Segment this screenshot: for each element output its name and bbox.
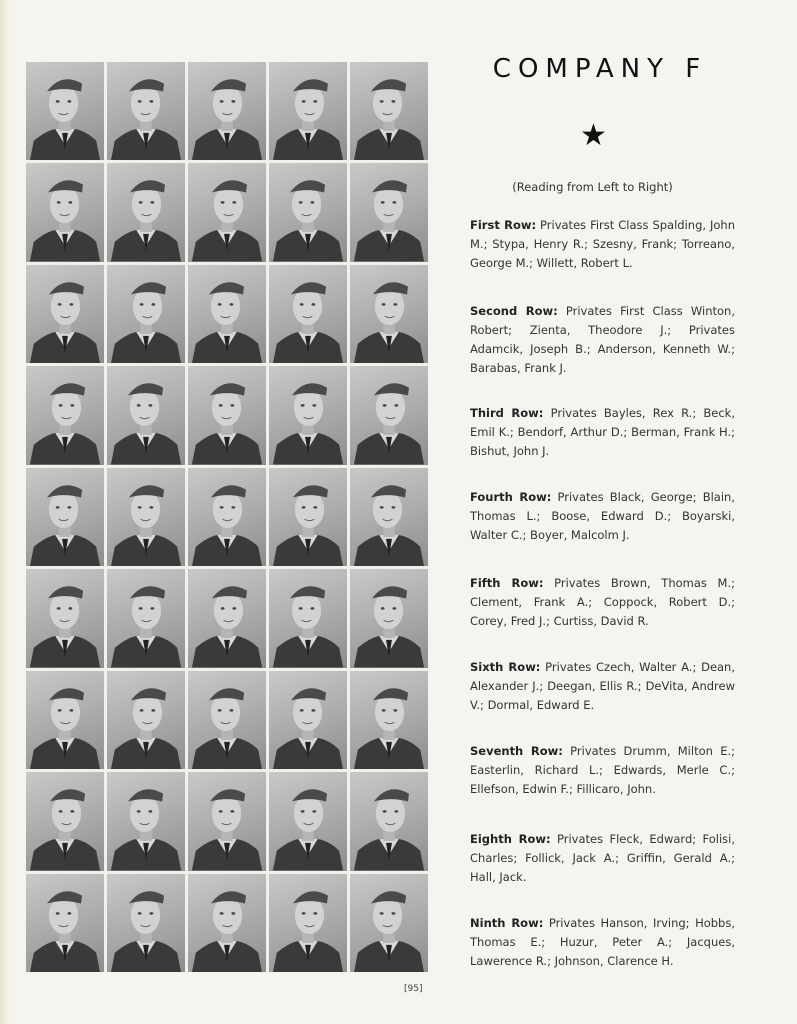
row-names: Privates Bayles, Rex R.; Beck, Emil K.; Bendorf, Arthur D.; Berman, Frank H.; Bishut, John J.	[470, 406, 736, 458]
soldier-portrait	[350, 772, 428, 870]
soldier-portrait	[107, 671, 185, 769]
soldier-portrait	[107, 874, 185, 972]
row-label: Second Row:	[470, 304, 558, 318]
row-label: Seventh Row:	[470, 744, 563, 758]
row-names: Privates Black, George; Blain, Thomas L.; Boose, Edward D.; Boyarski, Walter C.; Boyer, Malcolm J.	[470, 490, 735, 542]
soldier-portrait	[188, 874, 266, 972]
row-names: Privates First Class Winton, Robert; Zienta, Theodore J.; Privates Adamcik, Joseph B.; Anderson, Kenneth W.; Barabas, Frank J.	[470, 304, 735, 375]
page-edge	[0, 0, 10, 1024]
soldier-portrait	[269, 62, 347, 160]
row-names: Privates Brown, Thomas M.; Clement, Frank A.; Coppock, Robert D.; Corey, Fred J.; Curtiss, David R.	[470, 576, 736, 628]
soldier-portrait	[269, 265, 347, 363]
soldier-portrait	[269, 366, 347, 464]
soldier-portrait	[26, 874, 104, 972]
row-label: First Row:	[470, 218, 537, 232]
row-names: Privates Drumm, Milton E.; Easterlin, Richard L.; Edwards, Merle C.; Ellefson, Edwin F.; Fillicaro, John.	[470, 744, 735, 796]
caption-row-9	[470, 914, 735, 971]
row-label: Fourth Row:	[470, 490, 552, 504]
soldier-portrait	[26, 671, 104, 769]
row-names: Privates Fleck, Edward; Folisi, Charles; Follick, Jack A.; Griffin, Gerald A.; Hall, Jack.	[470, 832, 735, 884]
soldier-portrait	[26, 62, 104, 160]
soldier-portrait	[188, 62, 266, 160]
soldier-portrait	[188, 569, 266, 667]
soldier-portrait	[269, 569, 347, 667]
portrait-grid	[26, 62, 428, 972]
caption-row-6	[470, 658, 735, 715]
soldier-portrait	[26, 366, 104, 464]
soldier-portrait	[188, 163, 266, 261]
soldier-portrait	[107, 772, 185, 870]
soldier-portrait	[26, 772, 104, 870]
soldier-portrait	[269, 874, 347, 972]
caption-row-3	[470, 404, 735, 461]
soldier-portrait	[107, 366, 185, 464]
soldier-portrait	[269, 468, 347, 566]
page-title: COMPANY F	[492, 54, 708, 84]
soldier-portrait	[350, 569, 428, 667]
soldier-portrait	[350, 265, 428, 363]
caption-row-1	[470, 216, 735, 273]
row-names: Privates Hanson, Irving; Hobbs, Thomas E.; Huzur, Peter A.; Jacques, Lawerence R.; Johnson, Clarence H.	[470, 916, 735, 968]
soldier-portrait	[107, 163, 185, 261]
soldier-portrait	[107, 569, 185, 667]
page-number: [95]	[404, 984, 423, 994]
soldier-portrait	[188, 265, 266, 363]
soldier-portrait	[350, 62, 428, 160]
soldier-portrait	[350, 366, 428, 464]
caption-row-2	[470, 302, 735, 378]
caption-row-5	[470, 574, 735, 631]
soldier-portrait	[269, 772, 347, 870]
soldier-portrait	[350, 671, 428, 769]
soldier-portrait	[26, 569, 104, 667]
soldier-portrait	[269, 671, 347, 769]
row-names: Privates Czech, Walter A.; Dean, Alexander J.; Deegan, Ellis R.; DeVita, Andrew V.; Dormal, Edward E.	[470, 660, 736, 712]
row-label: Third Row:	[470, 406, 544, 420]
soldier-portrait	[350, 468, 428, 566]
soldier-portrait	[107, 468, 185, 566]
soldier-portrait	[26, 468, 104, 566]
soldier-portrait	[350, 163, 428, 261]
soldier-portrait	[107, 265, 185, 363]
caption-row-8	[470, 830, 735, 887]
soldier-portrait	[107, 62, 185, 160]
caption-row-7	[470, 742, 735, 799]
soldier-portrait	[188, 772, 266, 870]
row-label: Ninth Row:	[470, 916, 544, 930]
soldier-portrait	[188, 366, 266, 464]
caption-row-4	[470, 488, 735, 545]
soldier-portrait	[26, 163, 104, 261]
soldier-portrait	[188, 468, 266, 566]
row-names: Privates First Class Spalding, John M.; Stypa, Henry R.; Szesny, Frank; Torreano, George M.; Willett, Robert L.	[470, 218, 735, 270]
row-label: Sixth Row:	[470, 660, 541, 674]
row-label: Eighth Row:	[470, 832, 551, 846]
soldier-portrait	[188, 671, 266, 769]
row-label: Fifth Row:	[470, 576, 544, 590]
soldier-portrait	[269, 163, 347, 261]
star-icon: ★	[580, 118, 607, 153]
reading-direction-note: (Reading from Left to Right)	[512, 180, 673, 194]
soldier-portrait	[350, 874, 428, 972]
soldier-portrait	[26, 265, 104, 363]
